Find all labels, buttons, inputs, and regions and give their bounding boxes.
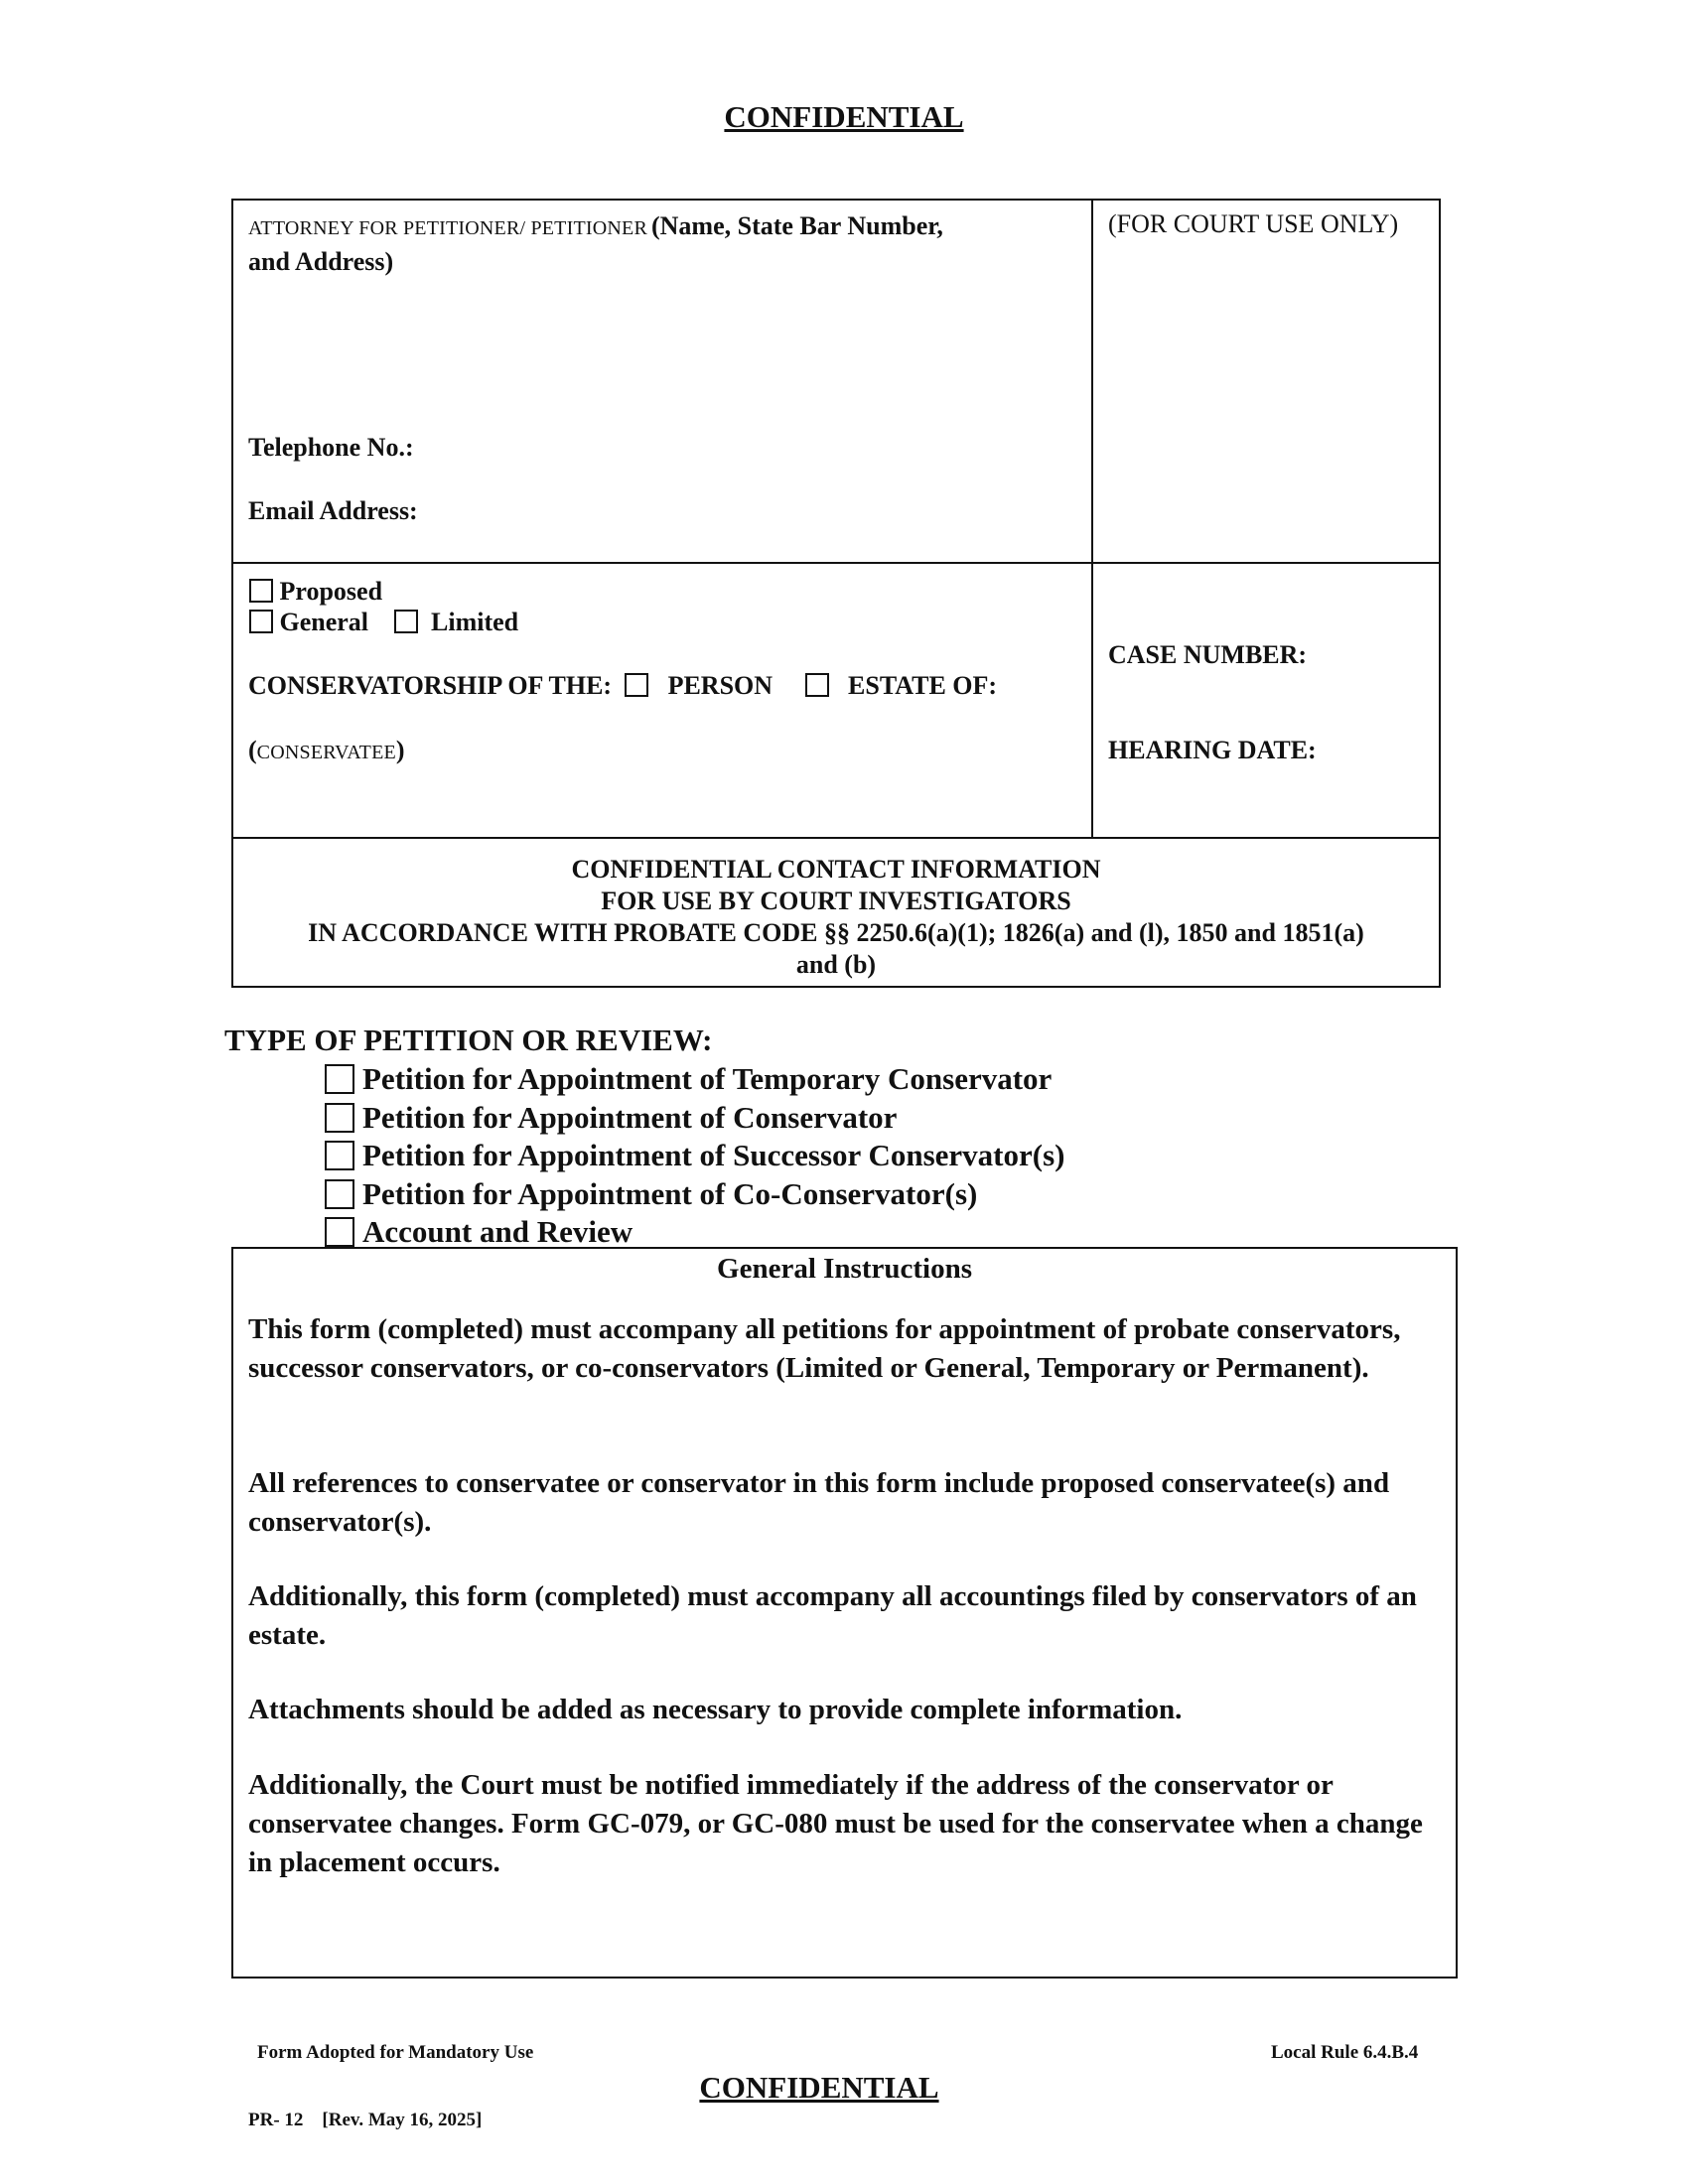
petition-temporary-checkbox[interactable] — [325, 1064, 354, 1094]
conservatorship-of-label: CONSERVATORSHIP OF THE: — [248, 671, 613, 700]
case-number-label: CASE NUMBER: — [1108, 640, 1308, 669]
attorney-label-detail: (Name, State Bar Number, — [650, 211, 943, 240]
petition-co-conservator-checkbox[interactable] — [325, 1179, 354, 1209]
conservatee-label — [248, 736, 405, 765]
limited-checkbox[interactable] — [394, 610, 418, 633]
petition-type-list — [325, 1060, 1064, 1252]
attorney-label-detail-2: and Address) — [248, 247, 394, 276]
court-use-label: (FOR COURT USE ONLY) — [1108, 209, 1399, 238]
proposed-label: Proposed — [279, 577, 383, 606]
confidential-contact-notice — [231, 854, 1441, 981]
petition-option — [325, 1213, 1064, 1252]
petition-option-label: Petition for Appointment of Successor Conservator(s) — [362, 1138, 1065, 1172]
caption-divider-vertical — [1091, 199, 1093, 839]
petition-type-heading: TYPE OF PETITION OR REVIEW: — [224, 1023, 713, 1057]
instruction-paragraph: Additionally, this form (completed) must accompany all accountings filed by conservators of an estate. — [248, 1580, 1417, 1651]
petition-option — [325, 1060, 1064, 1099]
petition-option-label: Account and Review — [362, 1214, 633, 1249]
footer-confidential: CONFIDENTIAL — [699, 2070, 939, 2105]
petition-option — [325, 1099, 1064, 1138]
footer-adopted: Form Adopted for Mandatory Use — [257, 2042, 534, 2063]
petition-conservator-checkbox[interactable] — [325, 1103, 354, 1133]
email-label: Email Address: — [248, 496, 418, 525]
person-label: PERSON — [667, 671, 774, 700]
petition-option-label: Petition for Appointment of Conservator — [362, 1099, 898, 1135]
footer-form-number: PR- 12 — [248, 2110, 304, 2130]
instruction-paragraph: This form (completed) must accompany all petitions for appointment of probate conservators, successor conservators, or co-conservators (Limited or General, Temporary or Permanent). — [248, 1313, 1401, 1384]
instruction-paragraph: All references to conservatee or conservator in this form include proposed conservatee(s) and conservator(s). — [248, 1467, 1390, 1538]
notice-line-3: IN ACCORDANCE WITH PROBATE CODE §§ 2250.6(a)(1); 1826(a) and (l), 1850 and 1851(a) — [308, 918, 1364, 947]
conservatee-caps: CONSERVATEE — [256, 742, 396, 763]
conservatee-paren-open: ( — [248, 736, 257, 764]
footer-local-rule: Local Rule 6.4.B.4 — [1271, 2042, 1419, 2063]
hearing-date-label: HEARING DATE: — [1108, 736, 1317, 764]
instruction-paragraph: Attachments should be added as necessary to provide complete information. — [248, 1694, 1183, 1725]
petition-option-label: Petition for Appointment of Co-Conservator(s) — [362, 1175, 978, 1211]
page-title: CONFIDENTIAL — [724, 99, 964, 134]
footer-form-id — [248, 2110, 482, 2131]
conservatorship-type-group — [249, 576, 518, 637]
petition-option — [325, 1137, 1064, 1175]
notice-line-1: CONFIDENTIAL CONTACT INFORMATION — [571, 855, 1101, 884]
petition-option-label: Petition for Appointment of Temporary Conservator — [362, 1061, 1053, 1096]
instructions-title: General Instructions — [717, 1253, 972, 1285]
petition-successor-checkbox[interactable] — [325, 1141, 354, 1170]
person-checkbox[interactable] — [625, 673, 648, 697]
estate-label: ESTATE OF: — [848, 671, 998, 700]
general-checkbox[interactable] — [249, 610, 273, 633]
footer-revision: [Rev. May 16, 2025] — [322, 2110, 483, 2130]
telephone-label: Telephone No.: — [248, 433, 414, 462]
estate-checkbox[interactable] — [805, 673, 829, 697]
caption-divider-2 — [231, 837, 1441, 839]
caption-divider-1 — [231, 562, 1441, 564]
conservatorship-of-row — [248, 671, 997, 701]
attorney-label — [248, 210, 1082, 282]
notice-line-4: and (b) — [795, 950, 877, 979]
instruction-paragraph: Additionally, the Court must be notified immediately if the address of the conservator or conservatee changes. Form GC-079, or GC-080 must be used for the conservatee when a change in placement occurs. — [248, 1769, 1423, 1878]
limited-label: Limited — [431, 608, 519, 636]
conservatee-paren-close: ) — [395, 736, 405, 764]
notice-line-2: FOR USE BY COURT INVESTIGATORS — [601, 887, 1071, 915]
petition-option — [325, 1175, 1064, 1214]
account-review-checkbox[interactable] — [325, 1217, 354, 1247]
proposed-checkbox[interactable] — [249, 579, 273, 603]
general-label: General — [279, 608, 369, 636]
attorney-label-caps: ATTORNEY FOR PETITIONER/ PETITIONER — [248, 217, 647, 239]
